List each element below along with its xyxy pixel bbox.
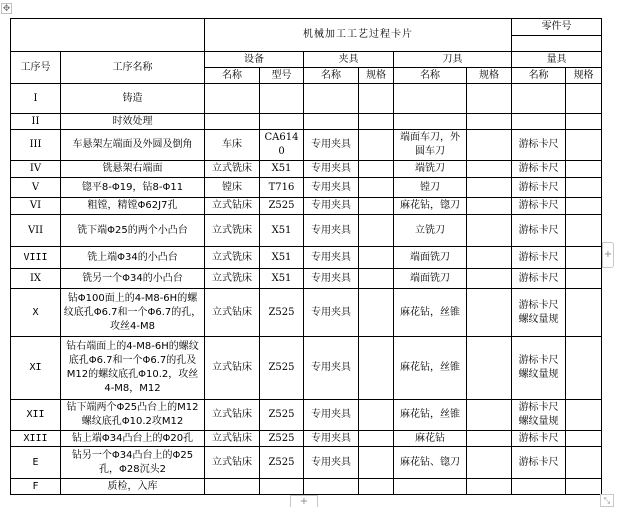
- header-equipment-name: 名称: [205, 68, 260, 84]
- fixture-name[interactable]: 专用夹具: [304, 337, 359, 400]
- table-move-handle-icon[interactable]: ✥: [2, 4, 11, 14]
- step-no[interactable]: I: [11, 84, 61, 114]
- tool-spec[interactable]: [467, 215, 512, 247]
- equipment-model[interactable]: Z525: [260, 431, 304, 447]
- equipment-name[interactable]: 立式铣床: [205, 161, 260, 178]
- header-gauge: 量具: [512, 52, 602, 68]
- add-row-button[interactable]: +: [290, 495, 318, 507]
- fixture-name[interactable]: 专用夹具: [304, 130, 359, 161]
- table-row: [11, 247, 602, 269]
- fixture-spec[interactable]: [359, 479, 394, 495]
- gauge-spec[interactable]: [566, 431, 602, 447]
- table-row: [11, 130, 602, 161]
- equipment-name[interactable]: [205, 84, 260, 114]
- equipment-model[interactable]: T716: [260, 178, 304, 198]
- step-no[interactable]: V: [11, 178, 61, 198]
- step-name[interactable]: 粗镗，精镗Φ62J7孔: [61, 198, 205, 215]
- step-no[interactable]: III: [11, 130, 61, 161]
- tool-spec[interactable]: [467, 447, 512, 479]
- step-name[interactable]: 钻下端两个Φ25凸台上的M12螺纹底孔Φ10.2攻M12: [61, 400, 205, 431]
- equipment-model[interactable]: X51: [260, 215, 304, 247]
- step-no[interactable]: F: [11, 479, 61, 495]
- step-name[interactable]: 车悬架左端面及外圆及倒角: [61, 130, 205, 161]
- header-tool-spec: 规格: [467, 68, 512, 84]
- tool-spec[interactable]: [467, 114, 512, 130]
- step-name[interactable]: 时效处理: [61, 114, 205, 130]
- part-no-label: 零件号: [512, 19, 602, 36]
- fixture-name[interactable]: 专用夹具: [304, 178, 359, 198]
- title-blank-cell[interactable]: [11, 19, 205, 52]
- fixture-spec[interactable]: [359, 447, 394, 479]
- step-no[interactable]: E: [11, 447, 61, 479]
- equipment-model[interactable]: Z525: [260, 198, 304, 215]
- equipment-model[interactable]: X51: [260, 247, 304, 269]
- tool-name[interactable]: 镗刀: [394, 178, 467, 198]
- step-no[interactable]: XIII: [11, 431, 61, 447]
- header-step-name: 工序名称: [61, 52, 205, 84]
- step-no[interactable]: XII: [11, 400, 61, 431]
- gauge-name[interactable]: 游标卡尺: [512, 247, 566, 269]
- fixture-spec[interactable]: [359, 215, 394, 247]
- tool-spec[interactable]: [467, 479, 512, 495]
- step-name[interactable]: 铸造: [61, 84, 205, 114]
- equipment-model[interactable]: Z525: [260, 400, 304, 431]
- gauge-spec[interactable]: [566, 400, 602, 431]
- tool-name[interactable]: [394, 84, 467, 114]
- equipment-name[interactable]: 立式铣床: [205, 215, 260, 247]
- tool-spec[interactable]: [467, 337, 512, 400]
- gauge-name[interactable]: 游标卡尺: [512, 178, 566, 198]
- equipment-model[interactable]: Z525: [260, 447, 304, 479]
- gauge-name[interactable]: [512, 479, 566, 495]
- gauge-name[interactable]: 游标卡尺: [512, 198, 566, 215]
- step-no[interactable]: VII: [11, 215, 61, 247]
- table-row: [11, 337, 602, 400]
- header-equipment: 设备: [205, 52, 304, 68]
- tool-name[interactable]: 端面车刀，外圆车刀: [394, 130, 467, 161]
- fixture-name[interactable]: 专用夹具: [304, 400, 359, 431]
- equipment-name[interactable]: [205, 479, 260, 495]
- equipment-model[interactable]: Z525: [260, 289, 304, 337]
- fixture-spec[interactable]: [359, 84, 394, 114]
- gauge-name[interactable]: 游标卡尺: [512, 447, 566, 479]
- tool-name[interactable]: 端面铣刀: [394, 269, 467, 289]
- gauge-spec[interactable]: [566, 198, 602, 215]
- fixture-spec[interactable]: [359, 130, 394, 161]
- tool-spec[interactable]: [467, 84, 512, 114]
- gauge-spec[interactable]: [566, 479, 602, 495]
- gauge-spec[interactable]: [566, 215, 602, 247]
- equipment-name[interactable]: 立式铣床: [205, 247, 260, 269]
- gauge-name[interactable]: [512, 114, 566, 130]
- tool-spec[interactable]: [467, 130, 512, 161]
- gauge-name[interactable]: 游标卡尺 螺纹量规: [512, 400, 566, 431]
- gauge-name[interactable]: 游标卡尺: [512, 215, 566, 247]
- equipment-model[interactable]: [260, 114, 304, 130]
- equipment-model[interactable]: X51: [260, 269, 304, 289]
- equipment-model[interactable]: [260, 479, 304, 495]
- tool-name[interactable]: 麻花钻，丝锥: [394, 289, 467, 337]
- fixture-name[interactable]: 专用夹具: [304, 215, 359, 247]
- fixture-spec[interactable]: [359, 161, 394, 178]
- step-name[interactable]: 锪平8-Φ19，钻8-Φ11: [61, 178, 205, 198]
- gauge-spec[interactable]: [566, 161, 602, 178]
- step-name[interactable]: 钻另一个Φ34凸台上的Φ25孔，Φ28沉头2: [61, 447, 205, 479]
- tool-name[interactable]: [394, 479, 467, 495]
- equipment-name[interactable]: 立式钻床: [205, 337, 260, 400]
- table-row: [11, 84, 602, 114]
- fixture-name[interactable]: [304, 114, 359, 130]
- fixture-spec[interactable]: [359, 431, 394, 447]
- tool-name[interactable]: [394, 114, 467, 130]
- equipment-name[interactable]: 立式钻床: [205, 400, 260, 431]
- fixture-name[interactable]: 专用夹具: [304, 289, 359, 337]
- gauge-spec[interactable]: [566, 247, 602, 269]
- tool-name[interactable]: 端铣刀: [394, 161, 467, 178]
- header-step-no: 工序号: [11, 52, 61, 84]
- fixture-spec[interactable]: [359, 400, 394, 431]
- gauge-spec[interactable]: [566, 337, 602, 400]
- header-tool: 刀具: [394, 52, 512, 68]
- step-no[interactable]: IV: [11, 161, 61, 178]
- fixture-spec[interactable]: [359, 269, 394, 289]
- gauge-name[interactable]: 游标卡尺: [512, 269, 566, 289]
- tool-name[interactable]: 麻花钻: [394, 431, 467, 447]
- fixture-spec[interactable]: [359, 178, 394, 198]
- tool-spec[interactable]: [467, 247, 512, 269]
- tool-spec[interactable]: [467, 400, 512, 431]
- equipment-name[interactable]: 车床: [205, 130, 260, 161]
- tool-spec[interactable]: [467, 431, 512, 447]
- equipment-name[interactable]: [205, 114, 260, 130]
- equipment-model[interactable]: Z525: [260, 337, 304, 400]
- step-no[interactable]: II: [11, 114, 61, 130]
- gauge-spec[interactable]: [566, 447, 602, 479]
- fixture-spec[interactable]: [359, 198, 394, 215]
- equipment-name[interactable]: 立式钻床: [205, 198, 260, 215]
- tool-spec[interactable]: [467, 289, 512, 337]
- step-no[interactable]: XI: [11, 337, 61, 400]
- step-name[interactable]: 铣悬架右端面: [61, 161, 205, 178]
- table-row: [11, 447, 602, 479]
- table-row: [11, 215, 602, 247]
- equipment-name[interactable]: 立式钻床: [205, 447, 260, 479]
- equipment-model[interactable]: CA6140: [260, 130, 304, 161]
- gauge-name[interactable]: 游标卡尺 螺纹量规: [512, 289, 566, 337]
- header-fixture-name: 名称: [304, 68, 359, 84]
- tool-name[interactable]: 麻花钻，锪刀: [394, 198, 467, 215]
- table-row: [11, 198, 602, 215]
- table-row: [11, 178, 602, 198]
- tool-name[interactable]: 麻花钻，丝锥: [394, 337, 467, 400]
- equipment-model[interactable]: X51: [260, 161, 304, 178]
- tool-spec[interactable]: [467, 161, 512, 178]
- tool-spec[interactable]: [467, 269, 512, 289]
- tool-spec[interactable]: [467, 178, 512, 198]
- table-row: [11, 400, 602, 431]
- fixture-spec[interactable]: [359, 337, 394, 400]
- table-row: [11, 479, 602, 495]
- step-no[interactable]: IX: [11, 269, 61, 289]
- gauge-spec[interactable]: [566, 130, 602, 161]
- gauge-spec[interactable]: [566, 84, 602, 114]
- table-resize-handle-icon[interactable]: ⤡: [600, 494, 614, 507]
- gauge-name[interactable]: 游标卡尺: [512, 130, 566, 161]
- gauge-spec[interactable]: [566, 178, 602, 198]
- process-card-table: [10, 18, 602, 495]
- add-column-button[interactable]: +: [602, 242, 614, 268]
- gauge-spec[interactable]: [566, 289, 602, 337]
- header-equipment-model: 型号: [260, 68, 304, 84]
- fixture-spec[interactable]: [359, 114, 394, 130]
- tool-name[interactable]: 麻花钻、锪刀: [394, 447, 467, 479]
- tool-name[interactable]: 立铣刀: [394, 215, 467, 247]
- header-fixture: 夹具: [304, 52, 394, 68]
- tool-name[interactable]: 麻花钻，丝锥: [394, 400, 467, 431]
- fixture-name[interactable]: 专用夹具: [304, 161, 359, 178]
- fixture-name[interactable]: 专用夹具: [304, 431, 359, 447]
- table-row: [11, 161, 602, 178]
- gauge-spec[interactable]: [566, 269, 602, 289]
- tool-name[interactable]: 端面铣刀: [394, 247, 467, 269]
- step-name[interactable]: 钻Φ100面上的4-M8-6H的螺纹底孔Φ6.7和一个Φ6.7的孔，攻丝4-M8: [61, 289, 205, 337]
- fixture-spec[interactable]: [359, 247, 394, 269]
- gauge-spec[interactable]: [566, 114, 602, 130]
- step-no[interactable]: X: [11, 289, 61, 337]
- table-row: [11, 114, 602, 130]
- step-name[interactable]: 铣下端Φ25的两个小凸台: [61, 215, 205, 247]
- gauge-name[interactable]: [512, 84, 566, 114]
- table-row: [11, 431, 602, 447]
- header-tool-name: 名称: [394, 68, 467, 84]
- fixture-name[interactable]: 专用夹具: [304, 247, 359, 269]
- equipment-name[interactable]: 镗床: [205, 178, 260, 198]
- equipment-name[interactable]: 立式钻床: [205, 289, 260, 337]
- fixture-name[interactable]: 专用夹具: [304, 198, 359, 215]
- fixture-name[interactable]: [304, 84, 359, 114]
- header-fixture-spec: 规格: [359, 68, 394, 84]
- step-name[interactable]: 钻上端Φ34凸台上的Φ20孔: [61, 431, 205, 447]
- header-gauge-name: 名称: [512, 68, 566, 84]
- step-name[interactable]: 铣上端Φ34的小凸台: [61, 247, 205, 269]
- equipment-name[interactable]: 立式钻床: [205, 431, 260, 447]
- table-row: [11, 289, 602, 337]
- step-name[interactable]: 钻右端面上的4-M8-6H的螺纹底孔Φ6.7和一个Φ6.7的孔及M12的螺纹底孔Φ10.2，攻丝4-M8，M12: [61, 337, 205, 400]
- gauge-name[interactable]: 游标卡尺: [512, 431, 566, 447]
- fixture-name[interactable]: 专用夹具: [304, 447, 359, 479]
- equipment-model[interactable]: [260, 84, 304, 114]
- equipment-name[interactable]: 立式铣床: [205, 269, 260, 289]
- part-no-value[interactable]: [512, 36, 602, 52]
- step-no[interactable]: VIII: [11, 247, 61, 269]
- header-gauge-spec: 规格: [566, 68, 602, 84]
- gauge-name[interactable]: 游标卡尺 螺纹量规: [512, 337, 566, 400]
- card-title: 机械加工工艺过程卡片: [205, 19, 512, 52]
- step-no[interactable]: VI: [11, 198, 61, 215]
- step-name[interactable]: 铣另一个Φ34的小凸台: [61, 269, 205, 289]
- step-name[interactable]: 质检，入库: [61, 479, 205, 495]
- fixture-name[interactable]: 专用夹具: [304, 269, 359, 289]
- fixture-name[interactable]: [304, 479, 359, 495]
- table-row: [11, 269, 602, 289]
- tool-spec[interactable]: [467, 198, 512, 215]
- gauge-name[interactable]: 游标卡尺: [512, 161, 566, 178]
- fixture-spec[interactable]: [359, 289, 394, 337]
